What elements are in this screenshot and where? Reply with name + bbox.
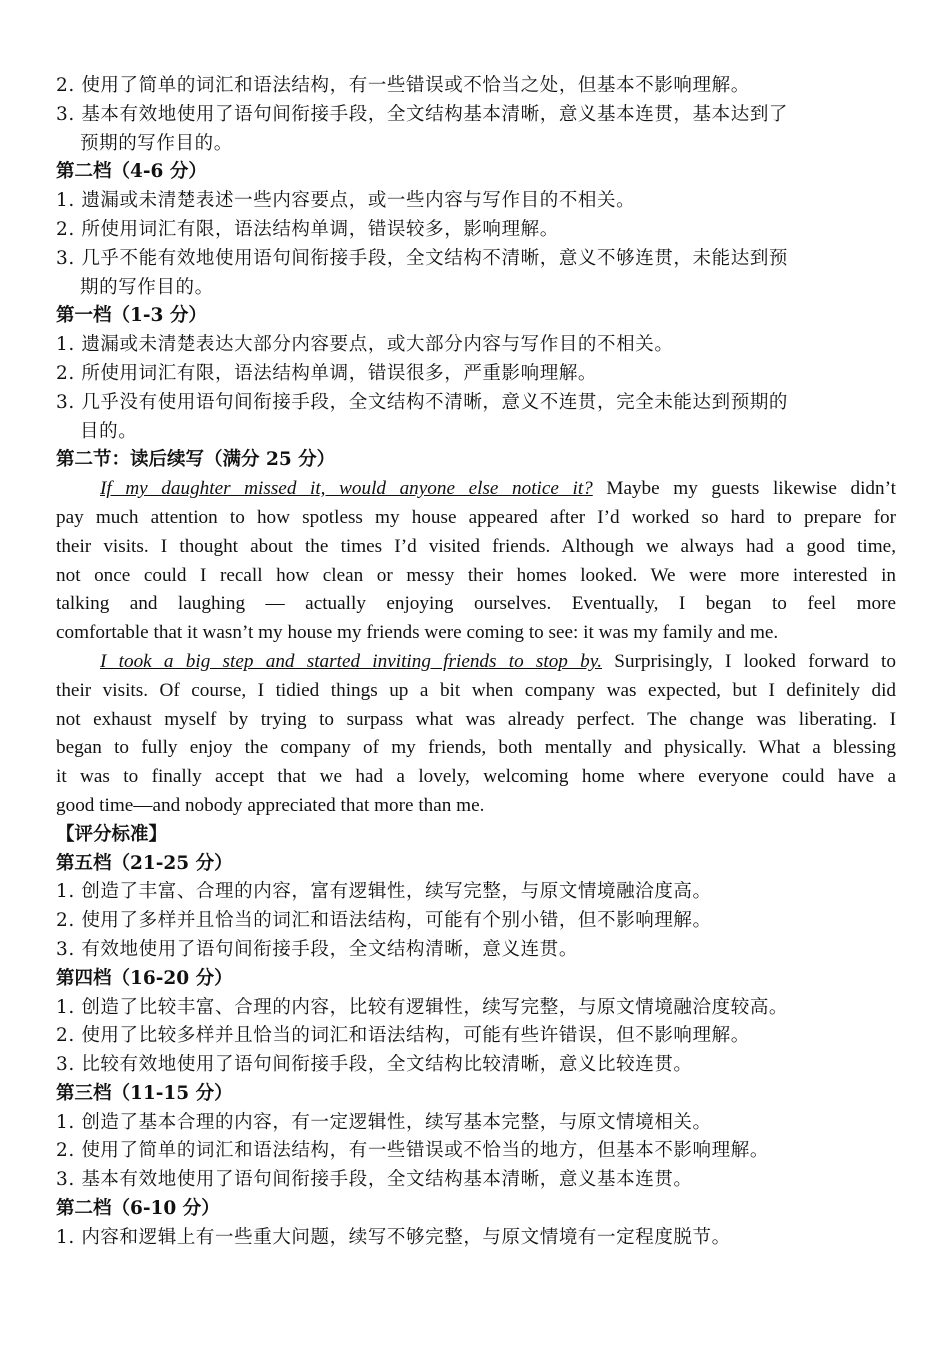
paragraph-lead-sentence: I took a big step and started inviting friends to stop by.: [100, 650, 603, 672]
criteria-line: 1. 遗漏或未清楚表达大部分内容要点，或大部分内容与写作目的不相关。: [56, 334, 674, 356]
tier-heading: 第三档（11-15 分）: [56, 1082, 233, 1104]
paragraph-text: Maybe my guests likewise didn’t: [592, 478, 896, 500]
criteria-line: 2. 使用了多样并且恰当的词汇和语法结构，可能有个别小错，但不影响理解。: [56, 910, 712, 932]
paragraph-line: not once could I recall how clean or messy their homes looked. We were more interested in: [56, 564, 896, 586]
criteria-line: 预期的写作目的。: [80, 132, 233, 154]
criteria-line: 2. 所使用词汇有限，语法结构单调，错误较多，影响理解。: [56, 218, 559, 240]
criteria-line: 3. 基本有效地使用了语句间衔接手段，全文结构基本清晰，意义基本连贯，基本达到了: [56, 103, 789, 125]
paragraph-lead-sentence: If my daughter missed it, would anyone else notice it?: [100, 478, 593, 500]
criteria-line: 1. 创造了基本合理的内容，有一定逻辑性，续写基本完整，与原文情境相关。: [56, 1111, 712, 1133]
criteria-line: 3. 几乎不能有效地使用语句间衔接手段，全文结构不清晰，意义不够连贯，未能达到预: [56, 247, 789, 269]
criteria-line: 3. 有效地使用了语句间衔接手段，全文结构清晰，意义连贯。: [56, 938, 578, 960]
paragraph-line: their visits. Of course, I tidied things up a bit when company was expected, but I definitely did: [56, 679, 896, 701]
criteria-line: 3. 几乎没有使用语句间衔接手段，全文结构不清晰，意义不连贯，完全未能达到预期的: [56, 391, 789, 413]
criteria-line: 2. 使用了简单的词汇和语法结构，有一些错误或不恰当之处，但基本不影响理解。: [56, 75, 750, 96]
section-heading: 第二节：读后续写（满分 25 分）: [56, 449, 336, 471]
criteria-line: 1. 内容和逻辑上有一些重大问题，续写不够完整，与原文情境有一定程度脱节。: [56, 1226, 731, 1248]
criteria-line: 3. 比较有效地使用了语句间衔接手段，全文结构比较清晰，意义比较连贯。: [56, 1054, 693, 1076]
document-page: [56, 72, 896, 1253]
paragraph-line: pay much attention to how spotless my house appeared after I’d worked so hard to prepare for: [56, 506, 896, 528]
paragraph-line: not exhaust myself by trying to surpass what was already perfect. The change was liberating. I: [56, 708, 896, 730]
paragraph-line: talking and laughing — actually enjoying ourselves. Eventually, I began to feel more: [56, 593, 896, 615]
criteria-line: 期的写作目的。: [80, 276, 214, 298]
paragraph-line: their visits. I thought about the times I’d visited friends. Although we always had a good time,: [56, 535, 896, 557]
criteria-line: 1. 创造了丰富、合理的内容，富有逻辑性，续写完整，与原文情境融洽度高。: [56, 881, 712, 903]
paragraph-line: began to fully enjoy the company of my friends, both mentally and physically. What a blessing: [56, 737, 896, 759]
criteria-line: 2. 使用了比较多样并且恰当的词汇和语法结构，可能有些许错误，但不影响理解。: [56, 1025, 750, 1047]
criteria-line: 2. 使用了简单的词汇和语法结构，有一些错误或不恰当的地方，但基本不影响理解。: [56, 1140, 769, 1162]
criteria-line: 2. 所使用词汇有限，语法结构单调，错误很多，严重影响理解。: [56, 362, 598, 384]
paragraph-line: comfortable that it wasn’t my house my friends were coming to see: it was my family and me.: [56, 622, 779, 644]
criteria-line: 3. 基本有效地使用了语句间衔接手段，全文结构基本清晰，意义基本连贯。: [56, 1169, 693, 1191]
criteria-heading: 【评分标准】: [56, 823, 168, 845]
criteria-line: 目的。: [80, 420, 138, 442]
tier-heading: 第一档（1-3 分）: [56, 305, 207, 327]
criteria-line: 1. 创造了比较丰富、合理的内容，比较有逻辑性，续写完整，与原文情境融洽度较高。: [56, 996, 789, 1018]
tier-heading: 第二档（6-10 分）: [56, 1198, 220, 1220]
paragraph-text: Surprisingly, I looked forward to: [602, 650, 896, 672]
paragraph-line: it was to finally accept that we had a lovely, welcoming home where everyone could have a: [56, 766, 896, 788]
tier-heading: 第二档（4-6 分）: [56, 161, 207, 183]
sample-paragraph-2: [56, 648, 896, 821]
tier-heading: 第五档（21-25 分）: [56, 852, 233, 874]
paragraph-line: good time—and nobody appreciated that more than me.: [56, 794, 485, 816]
sample-paragraph-1: [56, 475, 896, 648]
tier-heading: 第四档（16-20 分）: [56, 967, 233, 989]
criteria-line: 1. 遗漏或未清楚表述一些内容要点，或一些内容与写作目的不相关。: [56, 190, 636, 212]
